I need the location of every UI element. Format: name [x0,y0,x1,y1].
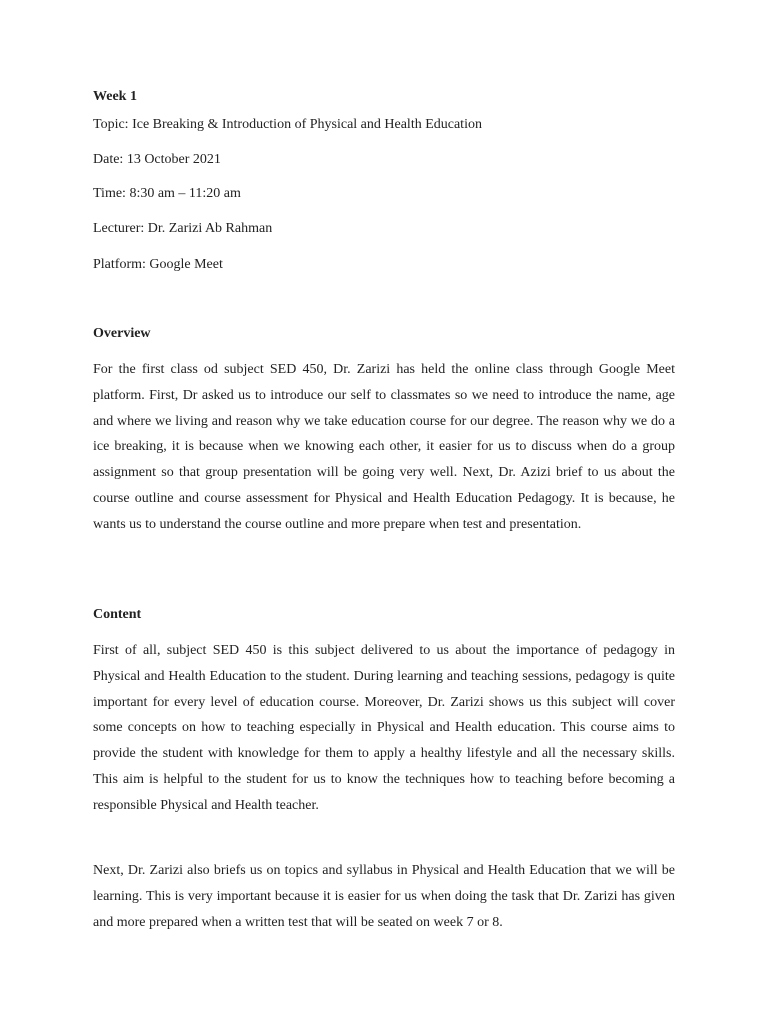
lecturer-line: Lecturer: Dr. Zarizi Ab Rahman [93,221,273,236]
platform-line: Platform: Google Meet [93,257,223,272]
time-line: Time: 8:30 am – 11:20 am [93,186,241,201]
week-heading: Week 1 [93,89,137,104]
content-paragraph-1: First of all, subject SED 450 is this subject delivered to us about the importance of pedagogy in Physical and Health Education to the student. During learning and teaching sessions, pedagogy is quite important for every level of education course. Moreover, Dr. Zarizi shows us this subject will cover some concepts on how to teaching especially in Physical and Health education. This course aims to provide the student with knowledge for them to apply a healthy lifestyle and all the necessary skills. This aim is helpful to the student for us to know the techniques how to teaching before becoming a responsible Physical and Health teacher. [93,643,675,813]
overview-paragraph: For the first class od subject SED 450, Dr. Zarizi has held the online class through Google Meet platform. First, Dr asked us to introduce our self to classmates so we need to introduce the name, age and where we living and reason why we take education course for our degree. The reason why we do a ice breaking, it is because when we knowing each other, it easier for us to discuss when do a group assignment so that group presentation will be going very well. Next, Dr. Azizi brief to us about the course outline and course assessment for Physical and Health Education Pedagogy. It is because, he wants us to understand the course outline and more prepare when test and presentation. [93,362,675,532]
content-paragraph-2: Next, Dr. Zarizi also briefs us on topics and syllabus in Physical and Health Education that we will be learning. This is very important because it is easier for us when doing the task that Dr. Zarizi has given and more prepared when a written test that will be seated on week 7 or 8. [93,863,675,930]
date-line: Date: 13 October 2021 [93,152,221,167]
content-heading: Content [93,607,142,622]
topic-line: Topic: Ice Breaking & Introduction of Physical and Health Education [93,117,482,132]
overview-heading: Overview [93,326,151,341]
